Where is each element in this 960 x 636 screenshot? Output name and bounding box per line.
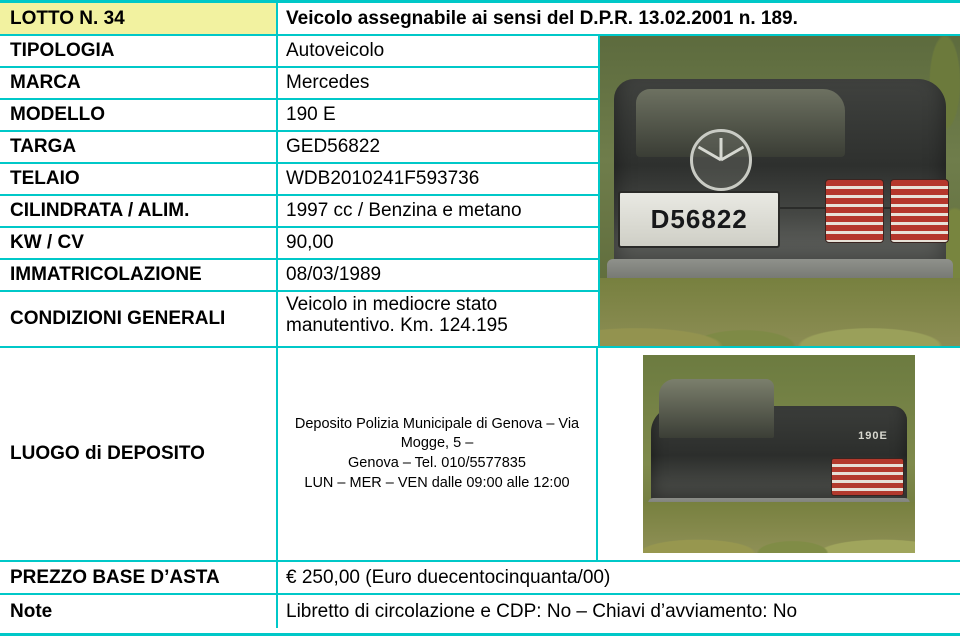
spec-row-condizioni xyxy=(0,292,600,348)
spec-row-targa xyxy=(0,132,600,164)
spec-value-targa: GED56822 xyxy=(278,132,600,162)
photo-rear-artwork xyxy=(600,36,960,346)
lot-note-value: Veicolo assegnabile ai sensi del D.P.R. 13.02.2001 n. 189. xyxy=(278,3,960,34)
deposito-line-1: Deposito Polizia Municipale di Genova – Via xyxy=(294,415,580,432)
spec-row-marca xyxy=(0,68,600,100)
spec-label-modello: MODELLO xyxy=(0,100,278,130)
condizioni-line-2: manutentivo. Km. 124.195 xyxy=(286,315,508,337)
spec-value-kwcv: 90,00 xyxy=(278,228,600,258)
model-badge: 190E xyxy=(858,430,888,443)
specs-and-photo-block xyxy=(0,36,960,348)
grass-foreground xyxy=(600,278,960,346)
spec-label-kwcv: KW / CV xyxy=(0,228,278,258)
vehicle-photo-side xyxy=(598,348,960,560)
deposito-line-3: Genova – Tel. 010/5577835 xyxy=(348,455,526,471)
spec-value-tipologia: Autoveicolo xyxy=(278,36,600,66)
license-plate: D56822 xyxy=(618,191,780,248)
deposito-address xyxy=(278,348,598,560)
spec-row-modello xyxy=(0,100,600,132)
spec-value-modello: 190 E xyxy=(278,100,600,130)
spec-label-cilindrata: CILINDRATA / ALIM. xyxy=(0,196,278,226)
grass-foreground-side xyxy=(643,502,915,553)
vehicle-photo-rear xyxy=(600,36,960,348)
note-value: Libretto di circolazione e CDP: No – Chiavi d’avviamento: No xyxy=(278,595,960,628)
spec-label-telaio: TELAIO xyxy=(0,164,278,194)
spec-value-marca: Mercedes xyxy=(278,68,600,98)
condizioni-line-1: Veicolo in mediocre stato xyxy=(286,294,498,315)
deposito-line-2: Mogge, 5 – xyxy=(400,435,474,452)
note-row xyxy=(0,595,960,628)
spec-row-kwcv xyxy=(0,228,600,260)
deposito-label: LUOGO di DEPOSITO xyxy=(0,348,278,560)
deposito-line-4: LUN – MER – VEN dalle 09:00 alle 12:00 xyxy=(304,474,570,491)
spec-value-telaio: WDB2010241F593736 xyxy=(278,164,600,194)
price-value: € 250,00 (Euro duecentocinquanta/00) xyxy=(278,562,960,593)
spec-value-condizioni xyxy=(278,292,600,346)
taillight-right xyxy=(890,179,950,243)
spec-label-tipologia: TIPOLOGIA xyxy=(0,36,278,66)
spec-label-marca: MARCA xyxy=(0,68,278,98)
taillight-left xyxy=(825,179,885,243)
mercedes-star-icon xyxy=(690,129,752,191)
taillight-side xyxy=(831,458,904,496)
photo-side-artwork xyxy=(643,355,915,553)
lot-number-label: LOTTO N. 34 xyxy=(0,3,278,34)
spec-row-tipologia xyxy=(0,36,600,68)
spec-row-telaio xyxy=(0,164,600,196)
lot-header-row xyxy=(0,3,960,36)
price-row xyxy=(0,562,960,595)
price-label: PREZZO BASE D’ASTA xyxy=(0,562,278,593)
spec-value-immatricolazione: 08/03/1989 xyxy=(278,260,600,290)
spec-label-immatricolazione: IMMATRICOLAZIONE xyxy=(0,260,278,290)
note-label: Note xyxy=(0,595,278,628)
spec-row-cilindrata xyxy=(0,196,600,228)
deposito-row xyxy=(0,348,960,562)
spec-label-condizioni: CONDIZIONI GENERALI xyxy=(0,292,278,346)
side-window-shape xyxy=(659,379,773,438)
spec-row-immatricolazione xyxy=(0,260,600,292)
spec-label-targa: TARGA xyxy=(0,132,278,162)
spec-value-cilindrata: 1997 cc / Benzina e metano xyxy=(278,196,600,226)
specs-column xyxy=(0,36,600,348)
